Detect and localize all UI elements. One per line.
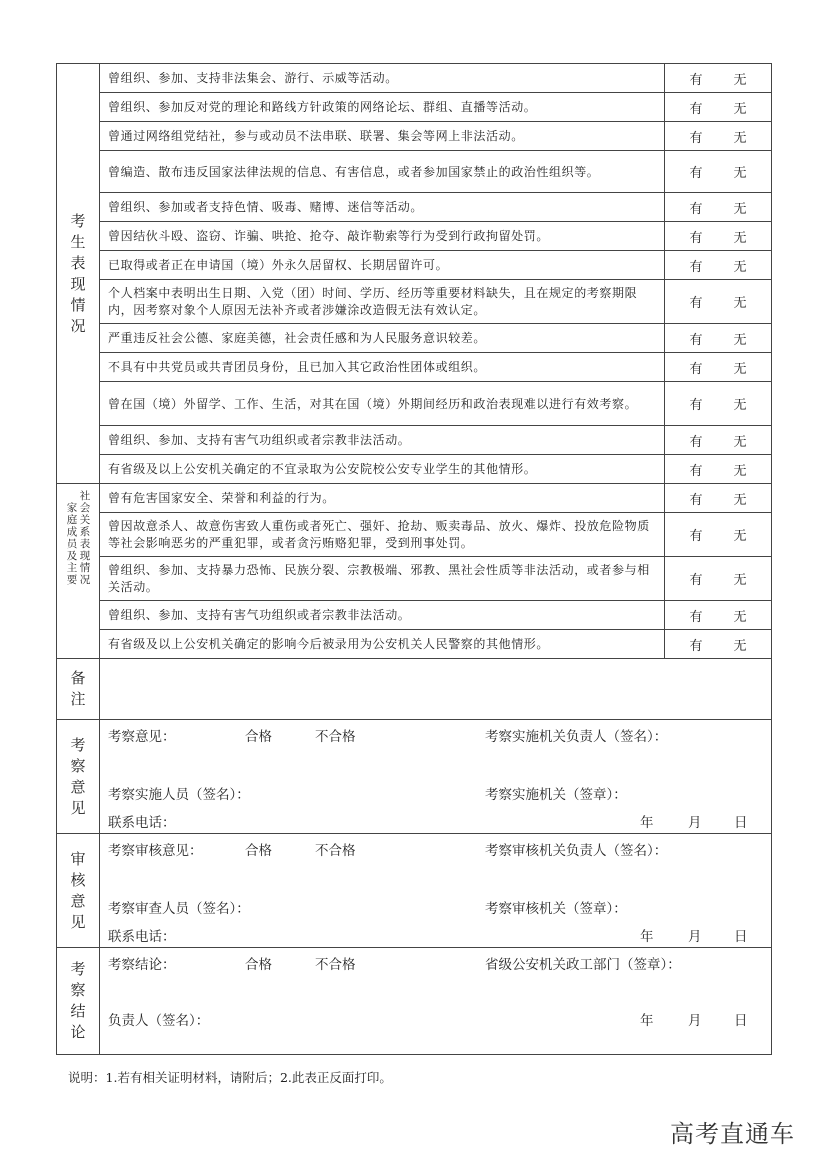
opinion-label: 考察审核意见： <box>108 842 203 859</box>
section-title-conclusion <box>57 948 100 1055</box>
section-title-conclusion-char: 考 <box>70 960 86 978</box>
yes-no-choice <box>665 455 772 484</box>
option-no[interactable]: 无 <box>733 361 747 377</box>
table-row <box>57 382 772 426</box>
option-fail[interactable]: 不合格 <box>315 956 356 973</box>
yes-no-choice <box>665 382 772 426</box>
dept-seal-label: 省级公安机关政工部门（签章）： <box>485 956 681 973</box>
table-row <box>57 484 772 513</box>
criteria-item: 严重违反社会公德、家庭美德，社会责任感和为人民服务意识较差。 <box>100 324 665 353</box>
family-title-char: 成 <box>66 526 78 538</box>
option-yes[interactable]: 有 <box>689 434 703 450</box>
section-title-review-char: 审 <box>70 849 86 868</box>
criteria-item: 有省级及以上公安机关确定的不宜录取为公安院校公安专业学生的其他情形。 <box>100 455 665 484</box>
criteria-item: 曾因结伙斗殴、盗窃、诈骗、哄抢、抢夺、敲诈勒索等行为受到行政拘留处罚。 <box>100 222 665 251</box>
section-title-review-char: 意 <box>70 891 86 910</box>
criteria-item: 曾组织、参加、支持非法集会、游行、示威等活动。 <box>100 64 665 93</box>
option-yes[interactable]: 有 <box>689 296 703 311</box>
family-title-char: 况 <box>79 574 91 586</box>
family-title-char: 家 <box>66 502 78 514</box>
family-title-col-a <box>65 502 79 586</box>
table-row <box>57 151 772 193</box>
table-row <box>57 630 772 659</box>
section-title-conclusion-char: 结 <box>70 1002 86 1020</box>
option-yes[interactable]: 有 <box>689 201 703 217</box>
staff-signature-label: 考察实施人员（签名）： <box>108 786 250 803</box>
conclusion-block <box>100 948 772 1055</box>
option-yes[interactable]: 有 <box>689 101 703 117</box>
family-title-char: 会 <box>79 502 91 514</box>
option-no[interactable]: 无 <box>733 573 747 588</box>
option-pass[interactable]: 合格 <box>245 728 272 745</box>
org-seal-label: 考察审核机关（签章）： <box>485 900 627 917</box>
option-no[interactable]: 无 <box>733 101 747 117</box>
criteria-item: 曾组织、参加或者支持色情、吸毒、赌博、迷信等活动。 <box>100 193 665 222</box>
footnote-text: 1.若有相关证明材料，请附后；2.此表正反面打印。 <box>105 1070 392 1085</box>
leader-signature-label: 考察实施机关负责人（签名）： <box>485 728 668 745</box>
option-no[interactable]: 无 <box>733 434 747 450</box>
phone-label: 联系电话： <box>108 928 176 945</box>
yes-no-choice <box>665 426 772 455</box>
section-title-performance <box>57 64 100 484</box>
option-pass[interactable]: 合格 <box>245 956 272 973</box>
option-yes[interactable]: 有 <box>689 72 703 88</box>
criteria-item: 曾在国（境）外留学、工作、生活，对其在国（境）外期间经历和政治表现难以进行有效考察。 <box>100 382 665 426</box>
criteria-item: 曾组织、参加反对党的理论和路线方针政策的网络论坛、群组、直播等活动。 <box>100 93 665 122</box>
yes-no-choice <box>665 353 772 382</box>
section-title-inspection-char: 考 <box>70 735 86 754</box>
section-title-conclusion-char: 论 <box>70 1023 86 1041</box>
conclusion-fields <box>100 949 771 1054</box>
watermark-logo: 高考直通车 <box>670 1120 795 1148</box>
table-row <box>57 122 772 151</box>
option-no[interactable]: 无 <box>733 230 747 246</box>
yes-no-choice <box>665 513 772 557</box>
phone-label: 联系电话： <box>108 814 176 831</box>
option-no[interactable]: 无 <box>733 463 747 479</box>
section-title-review <box>57 834 100 948</box>
family-title-char: 社 <box>79 490 91 502</box>
table-row <box>57 324 772 353</box>
option-fail[interactable]: 不合格 <box>315 728 356 745</box>
remarks-field[interactable] <box>100 659 772 720</box>
table-row <box>57 193 772 222</box>
yes-no-choice <box>665 193 772 222</box>
table-row <box>57 280 772 324</box>
footnote <box>68 1068 392 1086</box>
option-no[interactable]: 无 <box>733 332 747 348</box>
date-day: 日 <box>734 814 748 831</box>
org-seal-label: 考察实施机关（签章）： <box>485 786 627 803</box>
opinion-label: 考察意见： <box>108 728 176 745</box>
option-no[interactable]: 无 <box>733 638 747 654</box>
option-yes[interactable]: 有 <box>689 573 703 588</box>
option-yes[interactable]: 有 <box>689 166 703 181</box>
review-row <box>57 834 772 948</box>
table-row <box>57 64 772 93</box>
remarks-row <box>57 659 772 720</box>
option-yes[interactable]: 有 <box>689 259 703 275</box>
table-row <box>57 93 772 122</box>
date-year: 年 <box>640 814 654 831</box>
yes-no-choice <box>665 630 772 659</box>
criteria-item: 曾有危害国家安全、荣誉和利益的行为。 <box>100 484 665 513</box>
family-title-char: 庭 <box>66 514 78 526</box>
option-no[interactable]: 无 <box>733 72 747 88</box>
section-title-review-char: 核 <box>70 870 86 889</box>
section-title-performance-char: 情 <box>70 295 86 314</box>
yes-no-choice <box>665 151 772 193</box>
criteria-item: 有省级及以上公安机关确定的影响今后被录用为公安机关人民警察的其他情形。 <box>100 630 665 659</box>
section-title-review-char: 见 <box>70 912 86 931</box>
family-title-col-b <box>78 490 92 586</box>
section-title-inspection-char: 意 <box>70 777 86 796</box>
yes-no-choice <box>665 122 772 151</box>
family-title-char: 关 <box>79 514 91 526</box>
yes-no-choice <box>665 280 772 324</box>
yes-no-choice <box>665 324 772 353</box>
section-title-inspection <box>57 720 100 834</box>
criteria-item: 曾通过网络组党结社，参与或动员不法串联、联署、集会等网上非法活动。 <box>100 122 665 151</box>
table-row <box>57 513 772 557</box>
option-no[interactable]: 无 <box>733 259 747 275</box>
criteria-item: 已取得或者正在申请国（境）外永久居留权、长期居留许可。 <box>100 251 665 280</box>
footnote-label: 说明： <box>68 1070 106 1085</box>
leader-signature-label: 负责人（签名）： <box>108 1012 210 1029</box>
date-year: 年 <box>640 1012 654 1029</box>
table-row <box>57 426 772 455</box>
opinion-label: 考察结论： <box>108 956 176 973</box>
form-table <box>56 63 772 1055</box>
option-yes[interactable]: 有 <box>689 361 703 377</box>
section-title-inspection-char: 见 <box>70 798 86 817</box>
table-row <box>57 222 772 251</box>
option-yes[interactable]: 有 <box>689 638 703 654</box>
yes-no-choice <box>665 93 772 122</box>
family-title-char: 系 <box>79 526 91 538</box>
yes-no-choice <box>665 557 772 601</box>
option-no[interactable]: 无 <box>733 166 747 181</box>
option-yes[interactable]: 有 <box>689 609 703 625</box>
section-title-performance-char: 况 <box>70 316 86 335</box>
family-title-char: 员 <box>66 538 78 550</box>
section-title-remarks-char: 注 <box>70 690 86 708</box>
review-block <box>100 834 772 948</box>
option-yes[interactable]: 有 <box>689 529 703 544</box>
option-no[interactable]: 无 <box>733 609 747 625</box>
conclusion-row <box>57 948 772 1055</box>
section-title-conclusion-char: 察 <box>70 981 86 999</box>
yes-no-choice <box>665 484 772 513</box>
family-title-char: 主 <box>66 562 78 574</box>
option-yes[interactable]: 有 <box>689 332 703 348</box>
option-yes[interactable]: 有 <box>689 130 703 146</box>
criteria-item: 曾因故意杀人、故意伤害致人重伤或者死亡、强奸、抢劫、贩卖毒品、放火、爆炸、投放危险物质等社会影响恶劣的严重犯罪，或者贪污贿赂犯罪，受到刑事处罚。 <box>100 513 665 557</box>
section-title-performance-char: 生 <box>70 232 86 251</box>
family-title-char: 要 <box>66 574 78 586</box>
date-month: 月 <box>688 1012 702 1029</box>
family-title-char: 现 <box>79 550 91 562</box>
criteria-item: 曾组织、参加、支持暴力恐怖、民族分裂、宗教极端、邪教、黑社会性质等非法活动，或者参与相关活动。 <box>100 557 665 601</box>
family-title-char: 情 <box>79 562 91 574</box>
section-title-performance-char: 考 <box>70 211 86 230</box>
option-no[interactable]: 无 <box>733 296 747 311</box>
section-title-inspection-char: 察 <box>70 756 86 775</box>
option-yes[interactable]: 有 <box>689 398 703 413</box>
criteria-item: 不具有中共党员或共青团员身份，且已加入其它政治性团体或组织。 <box>100 353 665 382</box>
option-no[interactable]: 无 <box>733 398 747 413</box>
table-row <box>57 353 772 382</box>
option-no[interactable]: 无 <box>733 201 747 217</box>
inspection-row <box>57 720 772 834</box>
table-row <box>57 601 772 630</box>
date-year: 年 <box>640 928 654 945</box>
family-title-char: 及 <box>66 550 78 562</box>
date-day: 日 <box>734 928 748 945</box>
review-fields <box>100 835 771 947</box>
yes-no-choice <box>665 64 772 93</box>
family-title-char: 表 <box>79 538 91 550</box>
option-no[interactable]: 无 <box>733 130 747 146</box>
date-month: 月 <box>688 814 702 831</box>
option-fail[interactable]: 不合格 <box>315 842 356 859</box>
option-no[interactable]: 无 <box>733 529 747 544</box>
section-title-family <box>57 484 100 659</box>
staff-signature-label: 考察审查人员（签名）： <box>108 900 250 917</box>
section-title-performance-char: 现 <box>70 274 86 293</box>
table-row <box>57 251 772 280</box>
yes-no-choice <box>665 601 772 630</box>
option-pass[interactable]: 合格 <box>245 842 272 859</box>
table-row <box>57 455 772 484</box>
option-yes[interactable]: 有 <box>689 230 703 246</box>
criteria-item: 曾组织、参加、支持有害气功组织或者宗教非法活动。 <box>100 601 665 630</box>
section-title-remarks-char: 备 <box>70 669 86 687</box>
section-title-remarks <box>57 659 100 720</box>
criteria-item: 个人档案中表明出生日期、入党（团）时间、学历、经历等重要材料缺失，且在规定的考察期限内，因考察对象个人原因无法补齐或者涉嫌涂改造假无法有效认定。 <box>100 280 665 324</box>
option-yes[interactable]: 有 <box>689 492 703 508</box>
option-yes[interactable]: 有 <box>689 463 703 479</box>
criteria-item: 曾组织、参加、支持有害气功组织或者宗教非法活动。 <box>100 426 665 455</box>
leader-signature-label: 考察审核机关负责人（签名）： <box>485 842 668 859</box>
section-title-performance-char: 表 <box>70 253 86 272</box>
date-day: 日 <box>734 1012 748 1029</box>
criteria-item: 曾编造、散布违反国家法律法规的信息、有害信息，或者参加国家禁止的政治性组织等。 <box>100 151 665 193</box>
inspection-fields <box>100 721 771 833</box>
inspection-block <box>100 720 772 834</box>
option-no[interactable]: 无 <box>733 492 747 508</box>
review-form <box>56 63 771 1055</box>
table-row <box>57 557 772 601</box>
yes-no-choice <box>665 251 772 280</box>
yes-no-choice <box>665 222 772 251</box>
date-month: 月 <box>688 928 702 945</box>
